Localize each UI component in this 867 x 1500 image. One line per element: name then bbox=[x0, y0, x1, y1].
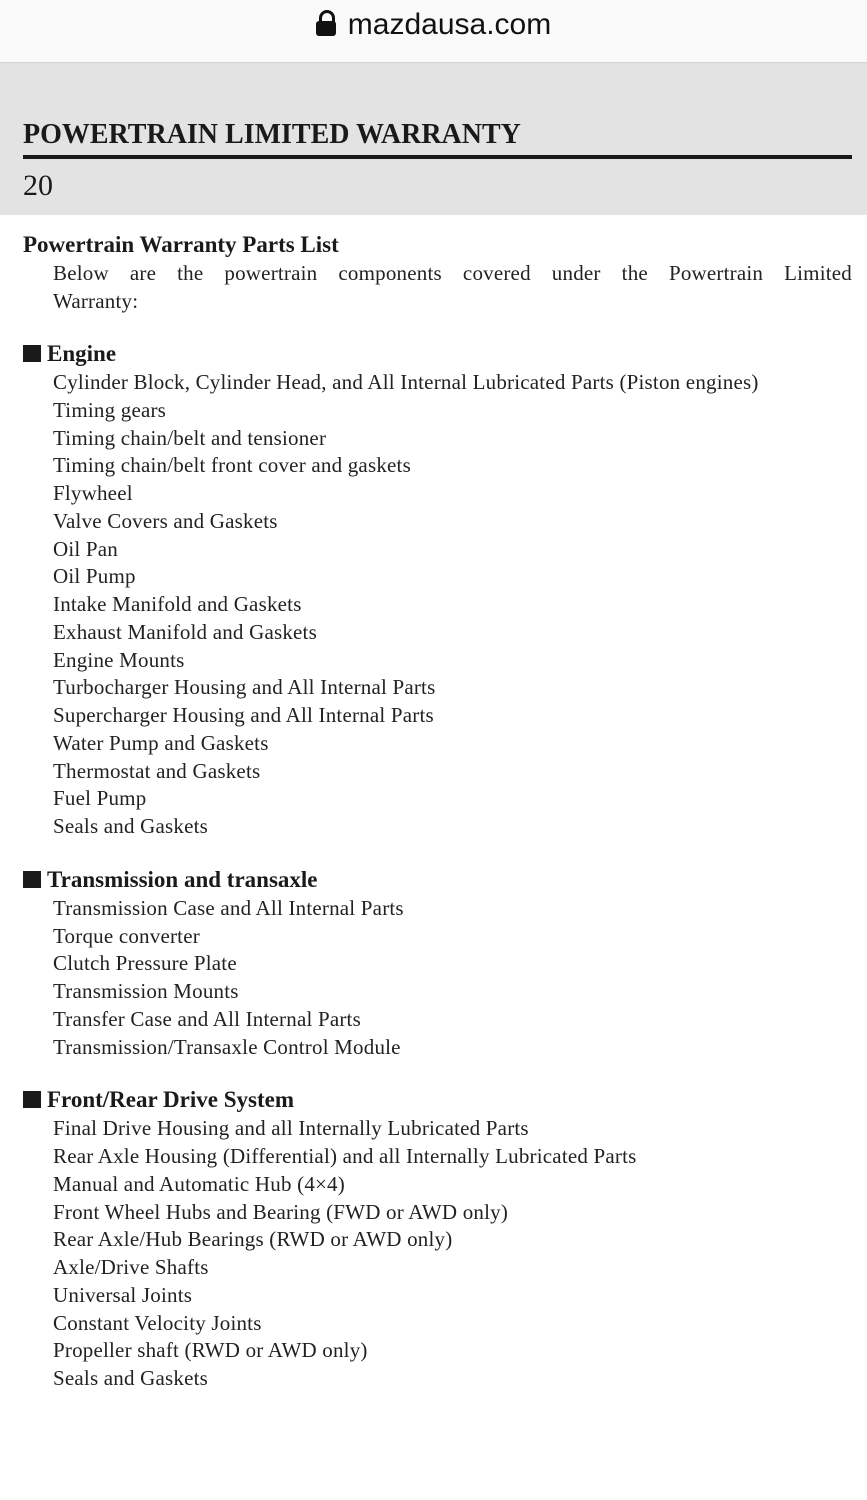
list-item: Oil Pump bbox=[53, 564, 136, 589]
list-item: Transmission/Transaxle Control Module bbox=[53, 1034, 401, 1059]
list-item: Transfer Case and All Internal Parts bbox=[53, 1006, 361, 1031]
list-item: Valve Covers and Gaskets bbox=[53, 508, 278, 533]
drive-system-parts-list bbox=[0, 1115, 867, 1393]
transmission-parts-list bbox=[0, 895, 867, 1062]
list-item: Timing chain/belt and tensioner bbox=[53, 425, 327, 450]
list-item: Front Wheel Hubs and Bearing (FWD or AWD only) bbox=[53, 1199, 509, 1224]
group-heading-label: Front/Rear Drive System bbox=[47, 1087, 294, 1113]
section-title: Powertrain Warranty Parts List bbox=[23, 232, 339, 257]
list-item: Thermostat and Gaskets bbox=[53, 758, 261, 783]
document-page-header bbox=[0, 63, 867, 215]
group-heading-label: Transmission and transaxle bbox=[47, 866, 318, 892]
list-item: Seals and Gaskets bbox=[53, 814, 209, 838]
list-item: Manual and Automatic Hub (4×4) bbox=[53, 1171, 345, 1196]
list-item: Final Drive Housing and all Internally Lubricated Parts bbox=[53, 1116, 529, 1141]
group-heading-engine bbox=[23, 339, 867, 369]
list-item: Timing chain/belt front cover and gaskets bbox=[53, 453, 411, 478]
group-heading-drive-system bbox=[23, 1085, 867, 1115]
intro-paragraph: Below are the powertrain components covered under the Powertrain Limited Warranty: bbox=[53, 261, 852, 313]
lock-icon bbox=[316, 10, 336, 36]
list-item: Oil Pan bbox=[53, 536, 118, 561]
page-number: 20 bbox=[23, 169, 53, 202]
list-item: Cylinder Block, Cylinder Head, and All Internal Lubricated Parts (Piston engines) bbox=[53, 370, 759, 394]
engine-parts-list bbox=[0, 369, 867, 841]
document-body bbox=[0, 230, 867, 1393]
list-item: Engine Mounts bbox=[53, 647, 185, 672]
group-heading-label: Engine bbox=[47, 341, 117, 366]
list-item: Universal Joints bbox=[53, 1282, 193, 1307]
list-item: Clutch Pressure Plate bbox=[53, 951, 237, 976]
list-item: Rear Axle/Hub Bearings (RWD or AWD only) bbox=[53, 1227, 453, 1252]
list-item: Water Pump and Gaskets bbox=[53, 730, 269, 755]
square-bullet-icon bbox=[23, 345, 41, 362]
list-item: Intake Manifold and Gaskets bbox=[53, 592, 302, 616]
list-item: Torque converter bbox=[53, 923, 200, 948]
address-bar-content[interactable] bbox=[0, 7, 867, 43]
group-heading-transmission bbox=[23, 865, 867, 895]
transmission-group bbox=[0, 865, 867, 1062]
list-item: Seals and Gaskets bbox=[53, 1366, 209, 1390]
title-divider bbox=[23, 155, 852, 159]
drive-system-group bbox=[0, 1085, 867, 1393]
browser-address-bar[interactable] bbox=[0, 0, 867, 63]
page-title: POWERTRAIN LIMITED WARRANTY bbox=[23, 119, 521, 150]
list-item: Turbocharger Housing and All Internal Parts bbox=[53, 675, 436, 700]
list-item: Transmission Mounts bbox=[53, 979, 239, 1003]
list-item: Timing gears bbox=[53, 397, 167, 422]
square-bullet-icon bbox=[23, 1091, 41, 1108]
list-item: Fuel Pump bbox=[53, 786, 147, 811]
square-bullet-icon bbox=[23, 871, 41, 888]
list-item: Supercharger Housing and All Internal Parts bbox=[53, 703, 434, 727]
list-item: Axle/Drive Shafts bbox=[53, 1255, 209, 1279]
list-item: Exhaust Manifold and Gaskets bbox=[53, 619, 317, 644]
list-item: Rear Axle Housing (Differential) and all Internally Lubricated Parts bbox=[53, 1144, 637, 1168]
list-item: Propeller shaft (RWD or AWD only) bbox=[53, 1338, 368, 1363]
url-text[interactable]: mazdausa.com bbox=[347, 8, 552, 41]
list-item: Transmission Case and All Internal Parts bbox=[53, 895, 404, 920]
list-item: Flywheel bbox=[53, 481, 133, 505]
engine-group bbox=[0, 339, 867, 841]
list-item: Constant Velocity Joints bbox=[53, 1310, 262, 1335]
